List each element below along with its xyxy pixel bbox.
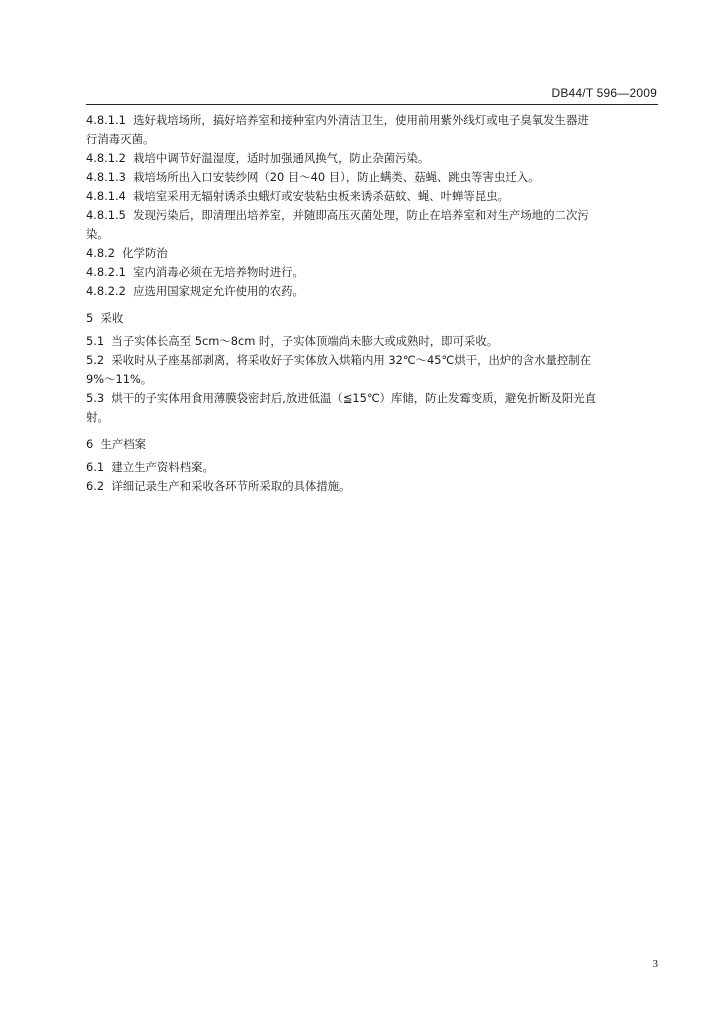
clause-4-8-1-4 bbox=[86, 187, 658, 206]
section-heading-5 bbox=[86, 309, 658, 328]
clause-line: 6.2 详细记录生产和采收各环节所采取的具体措施。 bbox=[86, 479, 351, 493]
clause-6-2 bbox=[86, 477, 658, 496]
clause-line: 4.8.1.3 栽培场所出入口安装纱网（20 目～40 目），防止螨类、菇蝇、跳虫等害虫迁入。 bbox=[86, 170, 540, 184]
clause-line: 射。 bbox=[86, 410, 109, 424]
document-code: DB44/T 596—2009 bbox=[551, 86, 657, 100]
subsection-heading-4-8-2 bbox=[86, 244, 658, 263]
section-heading-6 bbox=[86, 435, 658, 454]
clause-line: 9%～11%。 bbox=[86, 372, 153, 386]
clause-4-8-1-1 bbox=[86, 111, 658, 149]
clause-4-8-2-1 bbox=[86, 263, 658, 282]
clause-4-8-2-2 bbox=[86, 282, 658, 301]
subsection-heading: 4.8.2 化学防治 bbox=[86, 246, 168, 260]
header-rule bbox=[86, 104, 658, 105]
clause-line: 5.2 采收时从子座基部剥离，将采收好子实体放入烘箱内用 32℃～45℃烘干，出炉的含水量控制在 bbox=[86, 353, 592, 367]
clause-5-1 bbox=[86, 332, 658, 351]
clause-line: 4.8.1.4 栽培室采用无辐射诱杀虫蛾灯或安装粘虫板来诱杀菇蚊、蝇、叶蝉等昆虫。 bbox=[86, 189, 509, 203]
clause-line: 染。 bbox=[86, 227, 109, 241]
clause-4-8-1-5 bbox=[86, 206, 658, 244]
clause-line: 4.8.1.5 发现污染后，即清理出培养室，并随即高压灭菌处理，防止在培养室和对生产场地的二次污 bbox=[86, 208, 589, 222]
clause-4-8-1-2 bbox=[86, 149, 658, 168]
clause-line: 5.3 烘干的子实体用食用薄膜袋密封后,放进低温（≦15℃）库储，防止发霉变质，避免折断及阳光直 bbox=[86, 391, 597, 405]
clause-4-8-1-3 bbox=[86, 168, 658, 187]
clause-6-1 bbox=[86, 458, 658, 477]
clause-line: 行消毒灭菌。 bbox=[86, 132, 155, 146]
clause-line: 4.8.2.1 室内消毒必须在无培养物时进行。 bbox=[86, 265, 304, 279]
page-body bbox=[86, 111, 658, 496]
clause-5-2 bbox=[86, 351, 658, 389]
spacer bbox=[86, 301, 658, 309]
section-heading: 6 生产档案 bbox=[86, 437, 147, 451]
spacer bbox=[86, 427, 658, 435]
page-number: 3 bbox=[652, 958, 658, 970]
clause-line: 6.1 建立生产资料档案。 bbox=[86, 460, 214, 474]
clause-line: 4.8.1.2 栽培中调节好温湿度，适时加强通风换气，防止杂菌污染。 bbox=[86, 151, 430, 165]
clause-line: 4.8.1.1 选好栽培场所，搞好培养室和接种室内外清洁卫生，使用前用紫外线灯或电子臭氧发生器进 bbox=[86, 113, 589, 127]
clause-line: 5.1 当子实体长高至 5cm～8cm 时，子实体顶端尚未膨大或成熟时，即可采收。 bbox=[86, 334, 499, 348]
clause-line: 4.8.2.2 应选用国家规定允许使用的农药。 bbox=[86, 284, 304, 298]
section-heading: 5 采收 bbox=[86, 311, 124, 325]
clause-5-3 bbox=[86, 389, 658, 427]
